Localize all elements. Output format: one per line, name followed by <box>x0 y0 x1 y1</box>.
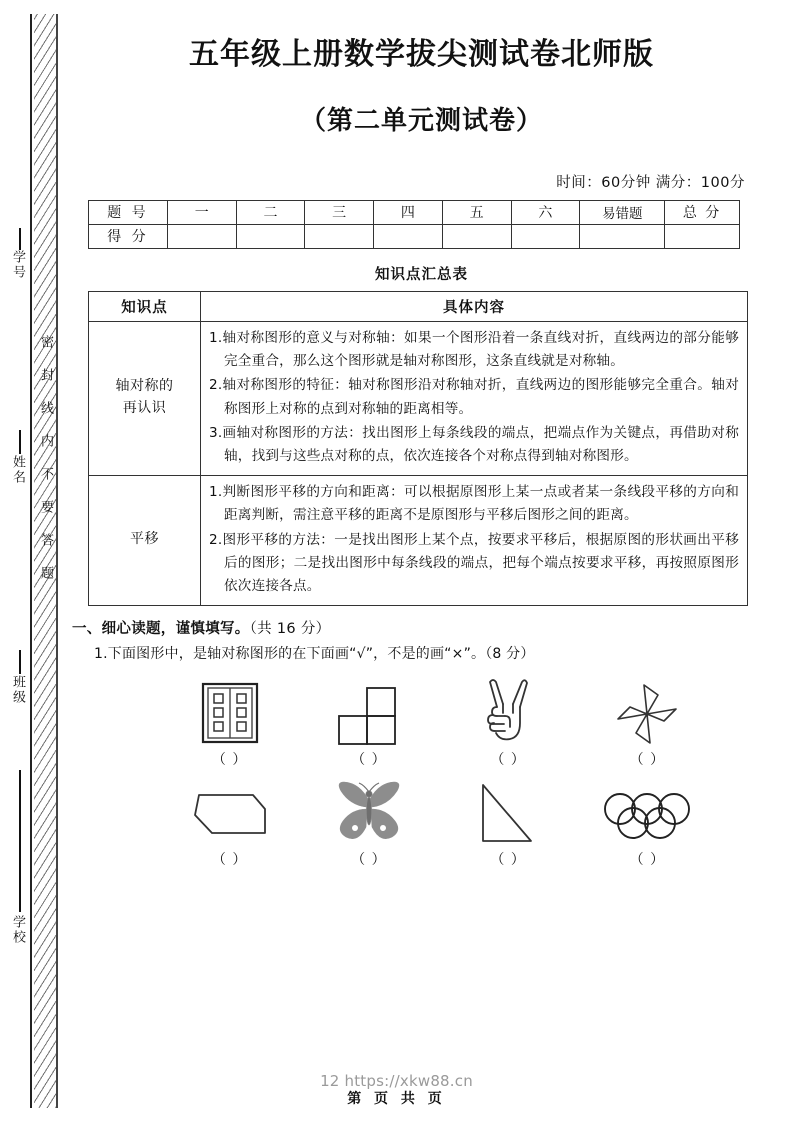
score-cell-5[interactable] <box>442 224 511 248</box>
figure-cell-victory-hand <box>439 675 578 769</box>
victory-hand-figure-box <box>480 675 536 747</box>
knowledge-row-content-2 <box>201 475 748 605</box>
score-cell-6[interactable] <box>511 224 580 248</box>
score-col-zongfen: 总 分 <box>665 200 740 224</box>
page-title: 五年级上册数学拔尖测试卷北师版 <box>189 37 654 72</box>
footer-page-label: 第 页 共 页 <box>347 1091 446 1107</box>
figure-cell-pinwheel <box>578 675 717 769</box>
page-footer <box>0 1072 793 1108</box>
score-row-label-defen: 得 分 <box>89 224 168 248</box>
knowledge-item-1-1: 1.轴对称图形的意义与对称轴：如果一个图形沿着一条直线对折，直线两边的部分能够完全重合，那么这个图形就是轴对称图形，这条直线就是对称轴。 <box>209 329 739 369</box>
answer-bracket-8[interactable]: （ ） <box>629 851 666 868</box>
score-table <box>88 200 740 249</box>
section-1-points: （共 16 分） <box>249 620 331 637</box>
hexagon-figure-box <box>191 775 269 847</box>
page-left-border <box>30 14 32 1108</box>
question-1-figure-grid <box>72 675 771 869</box>
knowledge-row-name-2: 平移 <box>89 475 201 605</box>
figure-cell-butterfly <box>299 775 438 869</box>
seal-phrase: 密封线内不要答题 <box>38 335 53 599</box>
section-1-heading <box>72 617 771 638</box>
knowledge-table-caption: 知识点汇总表 <box>375 266 468 283</box>
knowledge-header-content: 具体内容 <box>201 291 748 321</box>
pinwheel-figure <box>614 681 680 747</box>
score-cell-4[interactable] <box>374 224 443 248</box>
l-tromino-figure-box <box>338 675 400 747</box>
score-table-header-row <box>89 200 740 224</box>
section-1-heading-text: 一、细心读题，谨慎填写。 <box>72 620 250 637</box>
score-col-6: 六 <box>511 200 580 224</box>
score-col-yicuoti: 易错题 <box>580 200 665 224</box>
window-figure <box>200 681 260 747</box>
footer-watermark: 12 https://xkw88.cn <box>320 1072 473 1090</box>
score-cell-2[interactable] <box>236 224 305 248</box>
seal-field-line-3 <box>19 650 21 674</box>
score-col-1: 一 <box>167 200 236 224</box>
score-col-5: 五 <box>442 200 511 224</box>
answer-bracket-1[interactable]: （ ） <box>211 751 248 768</box>
victory-hand-figure <box>480 677 536 747</box>
knowledge-row-content-1 <box>201 321 748 475</box>
score-cell-1[interactable] <box>167 224 236 248</box>
figure-cell-l-tromino <box>299 675 438 769</box>
knowledge-header-name: 知识点 <box>89 291 201 321</box>
knowledge-item-2-2: 2.图形平移的方法：一是找出图形上某个点，按要求平移后，根据原图的形状画出平移后的图形；二是找出图形中每条线段的端点，把每个端点按要求平移，再按照原图形依次连接各点。 <box>209 531 739 595</box>
seal-field-xingming: 姓名 <box>10 455 25 485</box>
butterfly-figure-box <box>332 775 406 847</box>
score-col-3: 三 <box>305 200 374 224</box>
figure-cell-right-triangle <box>439 775 578 869</box>
page-left-inner-border <box>56 14 58 1108</box>
knowledge-item-1-2: 2.轴对称图形的特征：轴对称图形沿对称轴对折，直线两边的图形能够完全重合。轴对称图形上对称的点到对称轴的距离相等。 <box>209 377 739 417</box>
seal-field-xuehao: 学号 <box>10 250 25 280</box>
answer-bracket-3[interactable]: （ ） <box>490 751 526 768</box>
pinwheel-figure-box <box>614 675 680 747</box>
content-column <box>72 22 771 869</box>
figure-cell-hexagon <box>160 775 299 869</box>
olympic-rings-figure-box <box>603 775 691 847</box>
knowledge-header-row <box>89 291 748 321</box>
score-cell-3[interactable] <box>305 224 374 248</box>
score-table-value-row <box>89 224 740 248</box>
window-figure-box <box>200 675 260 747</box>
knowledge-row-translation <box>89 475 748 605</box>
seal-field-line-2 <box>19 430 21 454</box>
figure-cell-olympic-rings <box>578 775 717 869</box>
score-cell-yicuoti[interactable] <box>580 224 665 248</box>
right-triangle-figure <box>477 783 539 847</box>
score-col-4: 四 <box>374 200 443 224</box>
seal-field-xuexiao: 学校 <box>10 915 25 945</box>
figure-cell-window <box>160 675 299 769</box>
knowledge-table <box>88 291 748 606</box>
score-row-label-tihao: 题 号 <box>89 200 168 224</box>
answer-bracket-4[interactable]: （ ） <box>629 751 666 768</box>
page-subtitle: （第二单元测试卷） <box>299 105 543 136</box>
question-1-text: 1.下面图形中，是轴对称图形的在下面画“√”，不是的画“×”。（8 分） <box>94 645 535 662</box>
knowledge-row-axial-symmetry <box>89 321 748 475</box>
hexagon-figure <box>191 787 269 847</box>
answer-bracket-5[interactable]: （ ） <box>211 851 248 868</box>
answer-bracket-6[interactable]: （ ） <box>351 851 387 868</box>
seal-field-line-4 <box>19 770 21 912</box>
answer-bracket-7[interactable]: （ ） <box>490 851 526 868</box>
knowledge-item-1-3: 3.画轴对称图形的方法：找出图形上每条线段的端点，把端点作为关键点，再借助对称轴，找到与这些点对称的点，依次连接各个对称点得到轴对称图形。 <box>209 425 739 465</box>
butterfly-figure <box>332 781 406 847</box>
l-tromino-figure <box>338 681 400 747</box>
olympic-rings-figure <box>603 791 691 847</box>
knowledge-row-name-1-line2: 再认识 <box>122 400 167 417</box>
seal-field-banji: 班级 <box>10 675 25 705</box>
exam-info: 时间：60分钟 满分：100分 <box>556 174 745 191</box>
knowledge-row-name-1-line1: 轴对称的 <box>115 378 174 395</box>
answer-bracket-2[interactable]: （ ） <box>351 751 387 768</box>
right-triangle-figure-box <box>477 775 539 847</box>
knowledge-row-name-1 <box>89 321 201 475</box>
score-cell-zongfen[interactable] <box>665 224 740 248</box>
knowledge-item-2-1: 1.判断图形平移的方向和距离：可以根据原图形上某一点或者某一条线段平移的方向和距离判断，需注意平移的距离不是原图形与平移后图形之间的距离。 <box>209 483 739 524</box>
seal-field-line-1 <box>19 228 21 250</box>
score-col-2: 二 <box>236 200 305 224</box>
